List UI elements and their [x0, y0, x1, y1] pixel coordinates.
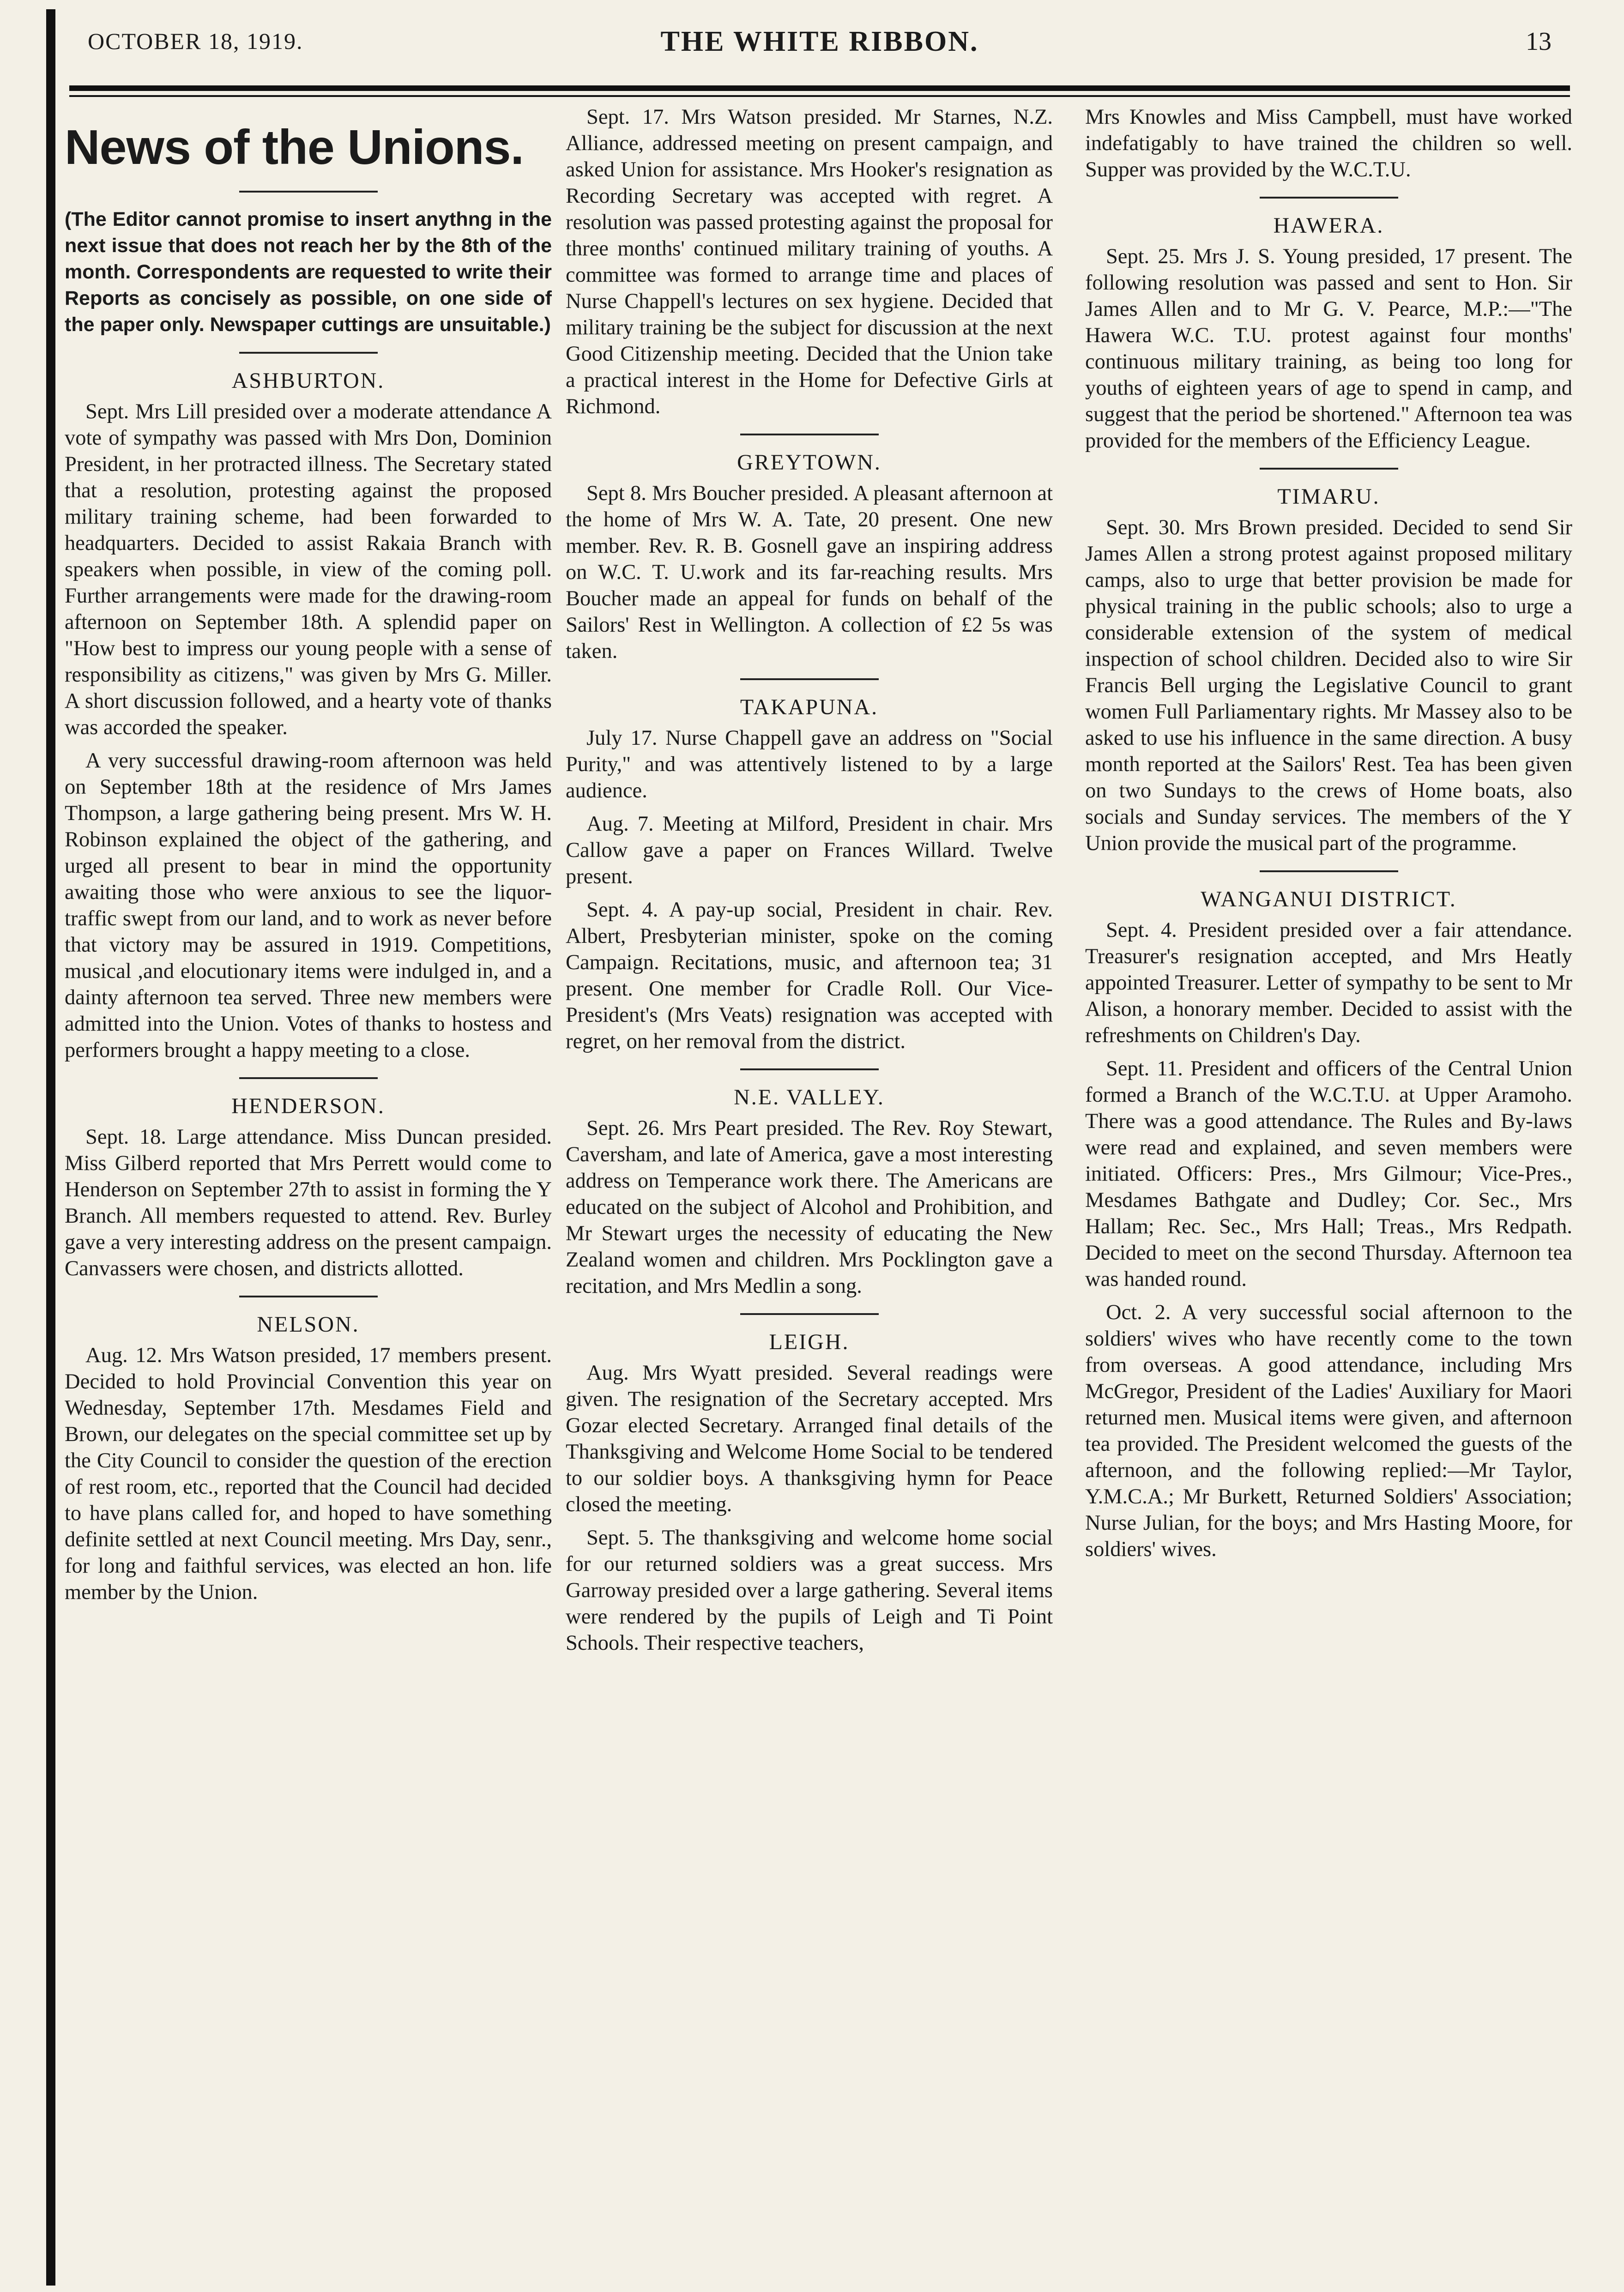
page-number: 13 — [1526, 27, 1552, 56]
separator — [740, 678, 879, 680]
report-paragraph: Sept. 4. A pay-up social, President in chair. Rev. Albert, Presbyterian minister, spoke on the coming Campaign. Recitations, music, and afternoon tea; 31 present. One member for Cradle Roll. Our Vice-President's (Mrs Veats) resignation was accepted with regret, on her removal from the district. — [566, 898, 1053, 1053]
separator — [740, 1068, 879, 1070]
separator — [239, 1296, 378, 1297]
publication-title: THE WHITE RIBBON. — [660, 26, 979, 57]
report-title: TAKAPUNA. — [740, 695, 879, 719]
separator — [239, 352, 378, 354]
left-margin-bar — [46, 9, 55, 2286]
report-nelson-continued — [566, 104, 1053, 420]
report-leigh-continued — [1085, 104, 1572, 183]
report-paragraph: Aug. 7. Meeting at Milford, President in chair. Mrs Callow gave a paper on Frances Willard. Twelve present. — [566, 812, 1053, 888]
report-paragraph: Sept. 26. Mrs Peart presided. The Rev. Roy Stewart, Caversham, and late of America, gave a most interesting address on Temperance work there. The Americans are educated on the subject of Alcohol and Prohibition, and Mr Stewart urges the necessity of educating the New Zealand women and children. Mrs Pocklington gave a recitation, and Mrs Medlin a song. — [566, 1116, 1053, 1298]
report-paragraph: Sept. 17. Mrs Watson presided. Mr Starnes, N.Z. Alliance, addressed meeting on present campaign, and asked Union for assistance. Mrs Hooker's resignation as Recording Secretary was accepted with regret. A resolution was passed protesting against the proposal for three months' continued military training of youths. A committee was formed to arrange time and places of Nurse Chappell's lectures on sex hygiene. Decided that military training be the subject for discussion at the next Good Citizenship meeting. Decided that the Union take a practical interest in the Home for Defective Girls at Richmond. — [566, 105, 1053, 418]
column-2 — [566, 104, 1053, 2274]
report-paragraph: A very successful drawing-room afternoon was held on September 18th at the residence of Mrs James Thompson, a large gathering being present. Mrs W. H. Robinson explained the object of the gathering, and urged all present to bear in mind the opportunity awaiting those who were anxious to see the liquor-traffic swept from our land, and to work as never before that victory may be assured in 1919. Competitions, musical ,and elocutionary items were indulged in, and a dainty afternoon tea served. Three new members were admitted into the Union. Votes of thanks to hostess and performers brought a happy meeting to a close. — [65, 749, 552, 1062]
header-rule-thick — [69, 85, 1570, 91]
report-title: NELSON. — [257, 1312, 360, 1337]
editor-note: (The Editor cannot promise to insert anythng in the next issue that does not reach her by the 8th of the month. Correspondents are requested to write their Reports as concisely as possible, on one side of the paper only. Newspaper cuttings are unsuitable.) — [65, 208, 552, 336]
report-paragraph: Sept. 30. Mrs Brown presided. Decided to send Sir James Allen a strong protest against proposed military camps, also to urge that better provision be made for physical training in the public schools; also to urge a considerable extension of the system of medical inspection of school children. Decided also to wire Sir Francis Bell urging the Legislative Council to grant women Full Parliamentary rights. Mr Massey also to be asked to use his influence in the same direction. A busy month reported at the Sailors' Rest. Tea has been given on two Sundays to the crews of Home boats, also socials and Sunday services. The members of the Y Union provide the musical part of the programme. — [1085, 516, 1572, 855]
report-paragraph: Sept. 25. Mrs J. S. Young presided, 17 present. The following resolution was passed and sent to Hon. Sir James Allen and to Mr G. V. Pearce, M.P.:—"The Hawera W.C. T.U. protest against four months' continuous military training, as being too long for youths of eighteen years of age to spend in camp, and suggest that the period be shortened." Afternoon tea was provided for the members of the Efficiency League. — [1085, 245, 1572, 452]
report-nelson — [65, 1311, 552, 1605]
report-greytown — [566, 449, 1053, 664]
report-ashburton — [65, 368, 552, 1063]
report-paragraph: Sept. 18. Large attendance. Miss Duncan presided. Miss Gilberd reported that Mrs Perrett would come to Henderson on September 27th to assist in forming the Y Branch. All members requested to attend. Rev. Burley gave a very interesting address on the present campaign. Canvassers were chosen, and districts allotted. — [65, 1125, 552, 1280]
separator — [239, 1077, 378, 1079]
report-paragraph: Sept. Mrs Lill presided over a moderate attendance A vote of sympathy was passed with Mrs Don, Dominion President, in her protracted illness. The Secretary stated that a resolution, protesting against the proposed military training scheme, had been forwarded to headquarters. Decided to assist Rakaia Branch with speakers when possible, in view of the coming poll. Further arrangements were made for the drawing-room afternoon on September 18th. A splendid paper on "How best to impress our young people with a sense of responsibility as citizens," was given by Mrs G. Miller. A short discussion followed, and a hearty vote of thanks was accorded the speaker. — [65, 400, 552, 739]
report-title: LEIGH. — [769, 1330, 850, 1354]
report-paragraph: Aug. Mrs Wyatt presided. Several readings were given. The resignation of the Secretary accepted. Mrs Gozar elected Secretary. Arranged final details of the Thanksgiving and Welcome Home Social to be tendered to our soldier boys. A thanksgiving hymn for Peace closed the meeting. — [566, 1361, 1053, 1516]
issue-date: OCTOBER 18, 1919. — [88, 28, 303, 54]
header-rule-thin — [69, 95, 1570, 97]
report-hawera — [1085, 212, 1572, 454]
separator — [1260, 870, 1398, 872]
report-ne-valley — [566, 1084, 1053, 1299]
report-paragraph: July 17. Nurse Chappell gave an address on "Social Purity," and was attentively listened to by a large audience. — [566, 726, 1053, 802]
report-title: GREYTOWN. — [737, 450, 881, 475]
report-paragraph: Sept. 4. President presided over a fair attendance. Treasurer's resignation accepted, and Mrs Heatly appointed Treasurer. Letter of sympathy to be sent to Mr Alison, a honorary member. Decided to assist with the refreshments on Children's Day. — [1085, 918, 1572, 1047]
report-title: TIMARU. — [1277, 484, 1380, 509]
report-paragraph: Aug. 12. Mrs Watson presided, 17 members present. Decided to hold Provincial Convention this year on Wednesday, September 17th. Mesdames Field and Brown, our delegates on the special committee set up by the City Council to consider the question of the erection of rest room, etc., reported that the Council had decided to have plans called for, and hoped to have something definite settled at next Council meeting. Mrs Day, senr., for long and faithful services, was elected an hon. life member by the Union. — [65, 1344, 552, 1604]
report-takapuna — [566, 694, 1053, 1055]
report-paragraph: Sept 8. Mrs Boucher presided. A pleasant afternoon at the home of Mrs W. A. Tate, 20 present. One new member. Rev. R. B. Gosnell gave an inspiring address on W.C. T. U.work and its far-reaching results. Mrs Boucher made an appeal for funds on behalf of the Sailors' Rest in Wellington. A collection of £2 5s was taken. — [566, 482, 1053, 663]
separator — [740, 1313, 879, 1315]
report-henderson — [65, 1093, 552, 1282]
report-paragraph: Sept. 11. President and officers of the Central Union formed a Branch of the W.C.T.U. at Upper Aramoho. There was a good attendance. The Rules and By-laws were read and explained, and seven members were initiated. Officers: Pres., Mrs Gilmour; Vice-Pres., Mesdames Bathgate and Dudley; Cor. Sec., Mrs Hallam; Rec. Sec., Mrs Hall; Treas., Mrs Redpath. Decided to meet on the second Thursday. Afternoon tea was handed round. — [1085, 1057, 1572, 1291]
column-1 — [65, 104, 552, 2274]
report-paragraph: Mrs Knowles and Miss Campbell, must have worked indefatigably to have trained the children so well. Supper was provided by the W.C.T.U. — [1085, 105, 1572, 181]
report-title: HENDERSON. — [231, 1094, 385, 1118]
separator — [1260, 468, 1398, 470]
report-title: ASHBURTON. — [231, 368, 385, 393]
report-leigh — [566, 1329, 1053, 1656]
report-title: HAWERA. — [1273, 213, 1384, 238]
report-wanganui-district — [1085, 886, 1572, 1562]
separator — [239, 191, 378, 193]
separator — [1260, 197, 1398, 199]
report-title: N.E. VALLEY. — [734, 1085, 885, 1110]
page-header — [88, 23, 1552, 74]
report-timaru — [1085, 483, 1572, 856]
separator — [740, 434, 879, 435]
report-paragraph: Sept. 5. The thanksgiving and welcome home social for our returned soldiers was a great success. Mrs Garroway presided over a large gathering. Several items were rendered by the pupils of Leigh and Ti Point Schools. Their respective teachers, — [566, 1526, 1053, 1655]
section-banner: News of the Unions. — [65, 120, 524, 175]
report-paragraph: Oct. 2. A very successful social afternoon to the soldiers' wives who have recently come to the town from overseas. A good attendance, including Mrs McGregor, President of the Ladies' Auxiliary for Maori returned men. Musical items were given, and afternoon tea provided. The President welcomed the guests of the afternoon, and the following replied:—Mr Taylor, Y.M.C.A.; Mr Burkett, Returned Soldiers' Association; Nurse Julian, for the boys; and Mrs Hasting Moore, for soldiers' wives. — [1085, 1301, 1572, 1561]
report-title: WANGANUI DISTRICT. — [1201, 887, 1457, 911]
column-3 — [1085, 104, 1572, 2274]
